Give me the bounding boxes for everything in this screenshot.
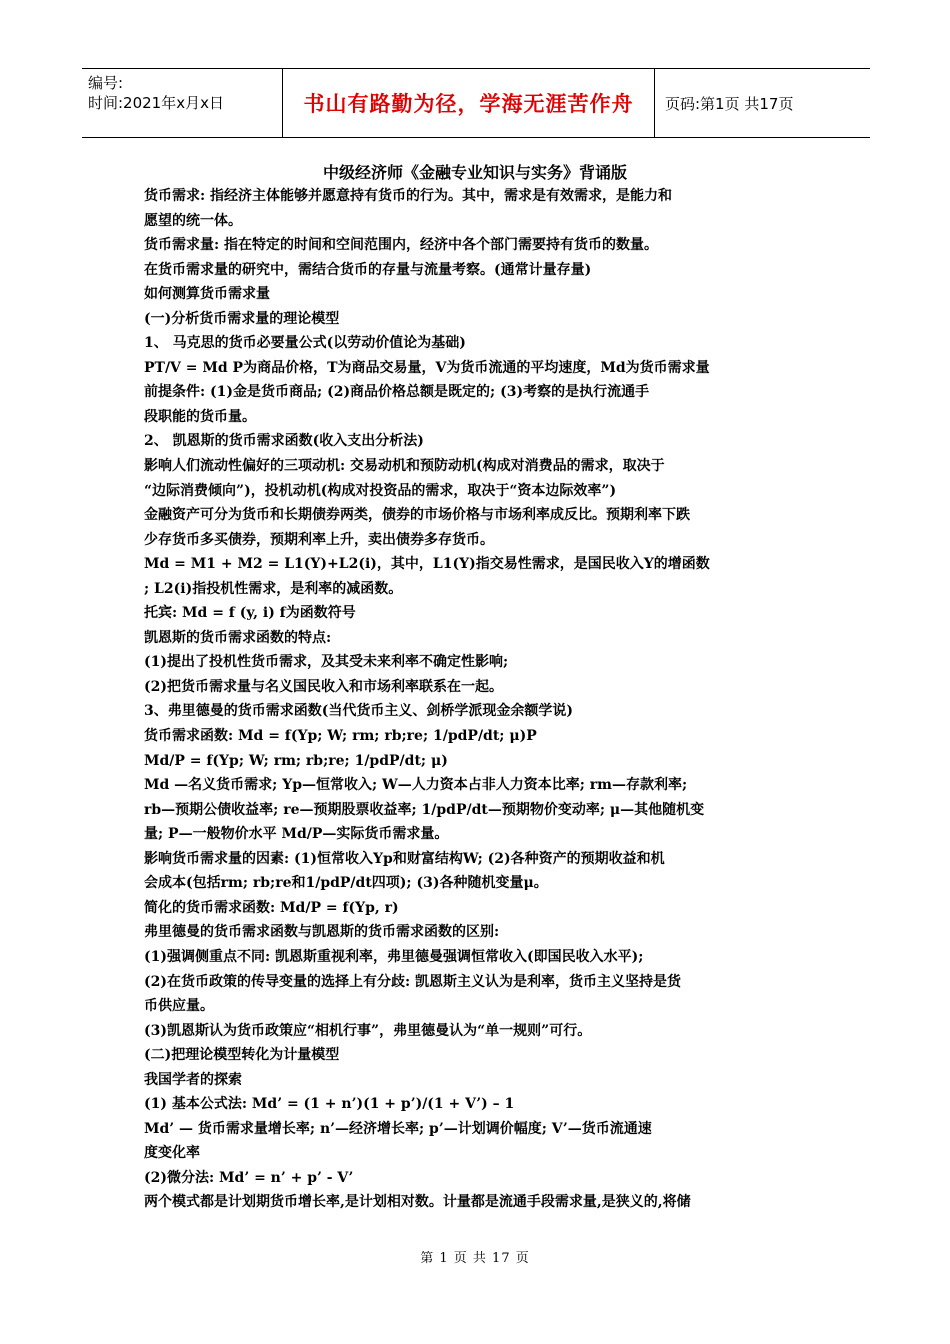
body-text-line: PT/V = Md P为商品价格，T为商品交易量，V为货币流通的平均速度，Md为货币需求量 — [144, 359, 710, 376]
document-header — [82, 68, 870, 138]
body-text-line: 影响人们流动性偏好的三项动机: 交易动机和预防动机(构成对消费品的需求，取决于 — [144, 458, 665, 475]
body-text-line: 货币需求量: 指在特定的时间和空间范围内，经济中各个部门需要持有货币的数量。 — [144, 237, 659, 254]
body-text-line: 货币需求函数: Md = f(Yp; W; rm; rb;re; 1/pdP/dt; μ)P — [144, 728, 537, 745]
body-text-line: Md’ — 货币需求量增长率; n’—经济增长率; p’—计划调价幅度; V’—货币流通速 — [144, 1120, 652, 1137]
body-text-line: (二)把理论模型转化为计量模型 — [144, 1047, 340, 1064]
header-page-info: 页码:第1页 共17页 — [665, 94, 794, 113]
header-motto: 书山有路勤为径，学海无涯苦作舟 — [282, 69, 655, 137]
body-text-line: 币供应量。 — [144, 998, 214, 1015]
body-text-line: 愿望的统一体。 — [144, 212, 242, 229]
body-text-line: ; L2(i)指投机性需求，是利率的减函数。 — [144, 580, 403, 597]
body-text-line: Md/P = f(Yp; W; rm; rb;re; 1/pdP/dt; μ) — [144, 752, 448, 769]
body-text-line: 两个模式都是计划期货币增长率,是计划相对数。计量都是流通手段需求量,是狭义的,将储 — [144, 1194, 691, 1211]
body-text-line: “边际消费倾向”)，投机动机(构成对投资品的需求，取决于“资本边际效率”) — [144, 482, 617, 499]
document-body — [144, 184, 808, 1215]
body-text-line: 少存货币多买债券，预期利率上升，卖出债券多存货币。 — [144, 531, 494, 548]
body-text-line: 1、 马克思的货币必要量公式(以劳动价值论为基础) — [144, 335, 466, 352]
body-text-line: (2)把货币需求量与名义国民收入和市场利率联系在一起。 — [144, 678, 503, 695]
body-text-line: 如何测算货币需求量 — [144, 286, 270, 303]
body-text-line: (2)在货币政策的传导变量的选择上有分歧: 凯恩斯主义认为是利率，货币主义坚持是货 — [144, 973, 682, 990]
body-text-line: 在货币需求量的研究中，需结合货币的存量与流量考察。(通常计量存量) — [144, 261, 592, 278]
body-text-line: 度变化率 — [144, 1145, 200, 1162]
body-text-line: (1)强调侧重点不同: 凯恩斯重视利率，弗里德曼强调恒常收入(即国民收入水平); — [144, 948, 644, 965]
header-meta — [82, 69, 282, 137]
body-text-line: 金融资产可分为货币和长期债券两类，债券的市场价格与市场利率成反比。预期利率下跌 — [144, 507, 690, 524]
body-text-line: 会成本(包括rm; rb;re和1/pdP/dt四项); (3)各种随机变量μ。 — [144, 875, 548, 892]
body-text-line: rb—预期公债收益率; re—预期股票收益率; 1/pdP/dt—预期物价变动率; μ—其他随机变 — [144, 801, 705, 818]
body-text-line: (1) 基本公式法: Md’ = (1 + n’)(1 + p’)/(1 + V’) – 1 — [144, 1096, 515, 1113]
body-text-line: 段职能的货币量。 — [144, 408, 256, 425]
body-text-line: 量; P—一般物价水平 Md/P—实际货币需求量。 — [144, 826, 449, 843]
document-title: 中级经济师《金融专业知识与实务》背诵版 — [322, 163, 627, 182]
body-text-line: 简化的货币需求函数: Md/P = f(Yp, r) — [144, 899, 399, 916]
body-text-line: 3、弗里德曼的货币需求函数(当代货币主义、剑桥学派现金余额学说) — [144, 703, 573, 720]
body-text-line: Md —名义货币需求; Yp—恒常收入; W—人力资本占非人力资本比率; rm—存款利率; — [144, 777, 688, 794]
body-text-line: 2、 凯恩斯的货币需求函数(收入支出分析法) — [144, 433, 424, 450]
document-number-label: 编号: — [88, 74, 124, 92]
body-text-line: (1)提出了投机性货币需求，及其受未来利率不确定性影响; — [144, 654, 509, 671]
body-text-line: 前提条件: (1)金是货币商品; (2)商品价格总额是既定的; (3)考察的是执行流通手 — [144, 384, 650, 401]
body-text-line: 我国学者的探索 — [144, 1071, 242, 1088]
document-time-label: 时间:2021年x月x日 — [88, 94, 224, 112]
body-text-line: (3)凯恩斯认为货币政策应“相机行事”，弗里德曼认为“单一规则”可行。 — [144, 1022, 592, 1039]
body-text-line: (2)微分法: Md’ = n’ + p’ - V’ — [144, 1169, 354, 1186]
body-text-line: 货币需求: 指经济主体能够并愿意持有货币的行为。其中，需求是有效需求，是能力和 — [144, 188, 673, 204]
body-text-line: (一)分析货币需求量的理论模型 — [144, 310, 340, 327]
body-text-line: 弗里德曼的货币需求函数与凯恩斯的货币需求函数的区别: — [144, 924, 500, 941]
body-text-line: 凯恩斯的货币需求函数的特点: — [144, 629, 332, 646]
body-text-line: 托宾: Md = f (y, i) f为函数符号 — [144, 605, 356, 622]
body-text-line: Md = M1 + M2 = L1(Y)+L2(i)，其中，L1(Y)指交易性需求，是国民收入Y的增函数 — [144, 556, 710, 573]
body-text-line: 影响货币需求量的因素: (1)恒常收入Yp和财富结构W; (2)各种资产的预期收益和机 — [144, 850, 665, 867]
page-footer: 第 1 页 共 17 页 — [420, 1251, 530, 1266]
